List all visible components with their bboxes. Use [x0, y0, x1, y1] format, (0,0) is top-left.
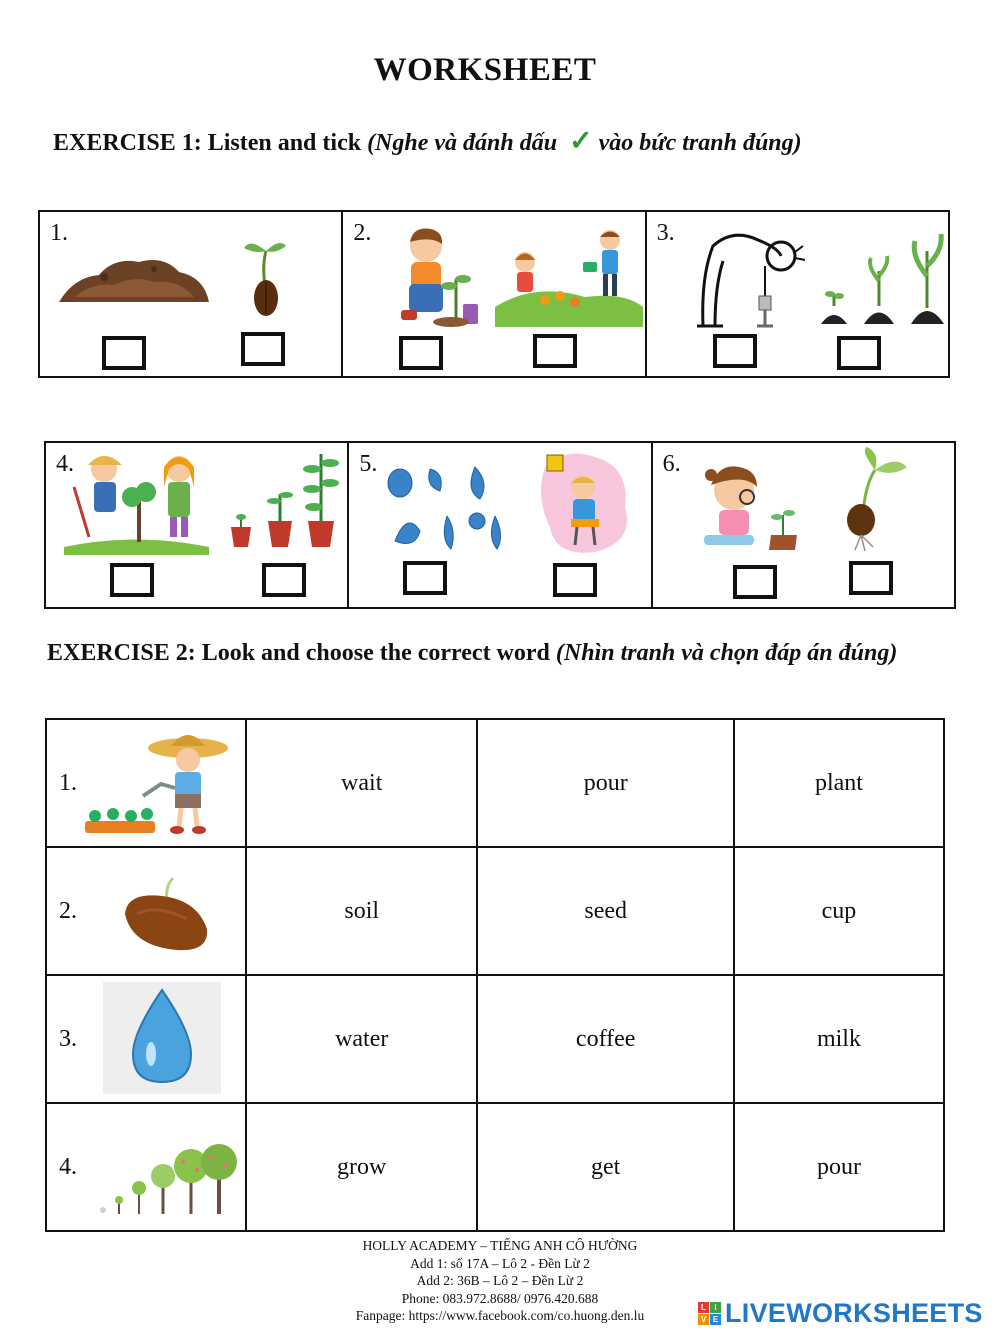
tick-box[interactable]	[399, 336, 443, 370]
tick-box[interactable]	[849, 561, 893, 595]
waiting-man-image	[535, 447, 635, 557]
kids-planting-tree-image	[64, 447, 209, 555]
row-number: 2.	[59, 898, 77, 924]
footer-phone: Phone: 083.972.8688/ 0976.420.688	[401, 1290, 599, 1306]
exercise2-table	[45, 718, 945, 1232]
logo-block: I	[710, 1302, 721, 1313]
item-number: 3.	[656, 220, 675, 246]
stick-figure-watering-image	[693, 226, 808, 331]
word-option[interactable]: milk	[734, 975, 944, 1103]
tick-box[interactable]	[733, 565, 777, 599]
word-option[interactable]: grow	[246, 1103, 477, 1231]
word-option[interactable]: coffee	[477, 975, 734, 1103]
item-number: 5.	[359, 451, 378, 477]
tick-box[interactable]	[102, 336, 146, 370]
tick-box[interactable]	[110, 563, 154, 597]
bean-seed-image	[117, 874, 217, 954]
children-watering-garden-image	[495, 222, 643, 327]
word-option[interactable]: get	[477, 1103, 734, 1231]
water-drop-image	[103, 982, 221, 1094]
word-option[interactable]: plant	[734, 719, 944, 847]
exercise1-instruction-a: (Nghe và đánh dấu	[367, 130, 558, 156]
exercise1-title: EXERCISE 1: Listen and tick	[53, 130, 362, 156]
table-row	[46, 1103, 944, 1231]
row-number: 4.	[59, 1154, 77, 1180]
tick-box[interactable]	[262, 563, 306, 597]
word-option[interactable]: seed	[477, 847, 734, 975]
exercise2-title: EXERCISE 2: Look and choose the correct word	[47, 640, 550, 666]
tick-box[interactable]	[713, 334, 757, 368]
tick-box[interactable]	[533, 334, 577, 368]
footer	[290, 1237, 710, 1325]
picture-cell	[46, 847, 246, 975]
word-option[interactable]: pour	[734, 1103, 944, 1231]
picture-cell	[46, 1103, 246, 1231]
logo-block: E	[710, 1314, 721, 1325]
exercise1-item-1	[40, 212, 343, 376]
logo-block: V	[698, 1314, 709, 1325]
exercise1-heading	[53, 124, 802, 158]
table-row	[46, 847, 944, 975]
seed-germinating-image	[835, 445, 915, 555]
word-option[interactable]: soil	[246, 847, 477, 975]
logo-block: L	[698, 1302, 709, 1313]
picture-cell	[46, 719, 246, 847]
word-option[interactable]: pour	[477, 719, 734, 847]
tick-box[interactable]	[553, 563, 597, 597]
exercise1-item-5	[349, 443, 652, 607]
word-option[interactable]: cup	[734, 847, 944, 975]
item-number: 1.	[50, 220, 68, 246]
worksheet-title: WORKSHEET	[373, 52, 597, 88]
table-row	[46, 719, 944, 847]
word-option[interactable]: water	[246, 975, 477, 1103]
logo-text: LIVEWORKSHEETS	[725, 1298, 983, 1328]
exercise2-instruction: (Nhìn tranh và chọn đáp án đúng)	[555, 640, 898, 666]
item-number: 4.	[56, 451, 74, 477]
growing-sprouts-image	[819, 226, 949, 326]
tick-box[interactable]	[403, 561, 447, 595]
exercise1-row-1	[38, 210, 950, 378]
exercise1-instruction-b: vào bức tranh đúng)	[598, 130, 802, 156]
boy-planting-image	[391, 224, 481, 329]
tick-box[interactable]	[837, 336, 881, 370]
tick-box[interactable]	[241, 332, 285, 366]
water-drops-image	[385, 461, 510, 553]
table-row	[46, 975, 944, 1103]
logo-blocks-icon	[698, 1302, 721, 1325]
footer-school: HOLLY ACADEMY – TIẾNG ANH CÔ HƯỜNG	[362, 1238, 638, 1253]
exercise1-item-4	[46, 443, 349, 607]
exercise1-item-2	[343, 212, 646, 376]
boy-watering-plants-image	[83, 726, 233, 838]
exercise1-row-2	[44, 441, 956, 609]
sprouting-seed-image	[240, 236, 290, 318]
item-number: 2.	[353, 220, 372, 246]
exercise1-item-3	[647, 212, 948, 376]
footer-address-1: Add 1: số 17A – Lô 2 - Đền Lừ 2	[410, 1255, 590, 1271]
liveworksheets-logo[interactable]	[698, 1298, 983, 1329]
check-mark-icon: ✓	[569, 126, 593, 157]
row-number: 3.	[59, 1026, 77, 1052]
item-number: 6.	[662, 451, 681, 477]
exercise1-item-6	[653, 443, 954, 607]
girl-with-magnifier-image	[699, 455, 809, 560]
footer-fanpage: Fanpage: https://www.facebook.com/co.huong.den.lu	[355, 1308, 645, 1323]
word-option[interactable]: wait	[246, 719, 477, 847]
exercise2-heading	[47, 640, 897, 667]
soil-pile-image	[54, 247, 214, 307]
tree-growth-stages-image	[97, 1140, 237, 1220]
footer-address-2: Add 2: 36B – Lô 2 – Đền Lừ 2	[416, 1273, 584, 1288]
picture-cell	[46, 975, 246, 1103]
row-number: 1.	[59, 770, 77, 796]
potted-seedlings-image	[226, 449, 341, 549]
